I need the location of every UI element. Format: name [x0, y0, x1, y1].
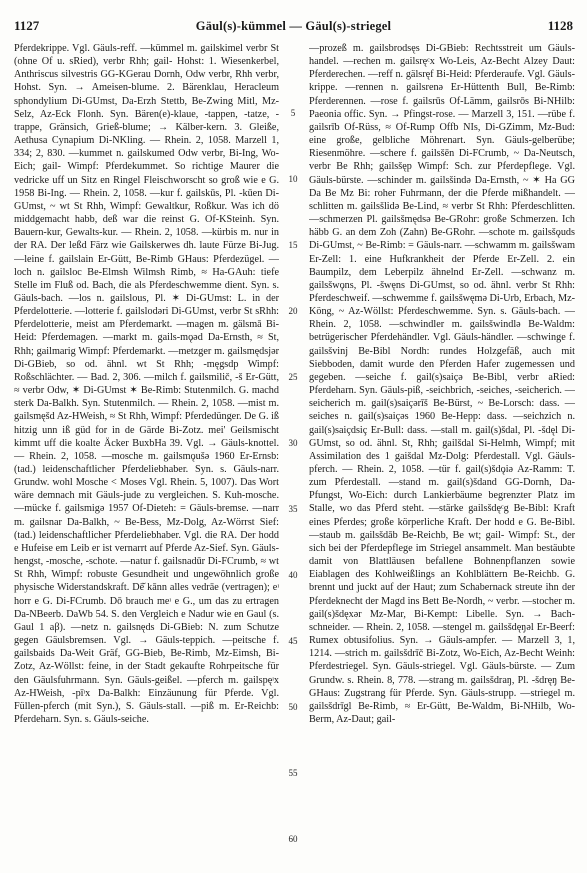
line-number: 50: [288, 702, 298, 712]
left-column: [14, 42, 279, 864]
right-column: [309, 42, 575, 864]
line-number: 15: [288, 240, 298, 250]
line-number-gutter: [283, 42, 303, 864]
line-number: 40: [288, 570, 298, 580]
left-column-text: Pferdekrippe. Vgl. Gäuls-reff. —kümmel m. gailskimel verbr St (ohne Of u. sRied), verbr Rhh; gail- Hohst: 1. Wiesenkerbel, Anthriscus silvestris GG-KGerau Dornh, Odw verbr, Rhh verbr, Hohst. Syn. → Ameisen-blume. 2. Bärenklau, Heracleum sphondylium Di-GUmst, Da-Erzh Stettb, Be-Zwing Mitl, Mz-Selz, Az-Eck Flonh. Syn. Bären(e)-klaue, -tappen, -tatze, -trappe, Gränsich, Grieß-blume; → Kälber-kern. 3. Gleiße, Aethusa Cynapium Di-NKling. — Rhein. 2, 1058. Marzell 1, 334; 2, 830. —kummet n. gailskumed Odw verbr, Bi-Ing, Wo-Eich; gail- Wimpf: Pferdekummet. So richtige Maurer die vedricke uff un Sitz en Ringel Fleischworscht so groß wie e G. 1958 Bi-Ing. — Rhein. 2, 1058. —kur f. gailskūs, Pl. -kūen Di-GUmst, ~ wt St Rhh, Wimpf: Gewaltkur, Roßkur. Was ich dö middgemacht habb, deß war die reinst G. Of-KSteinh. Syn. Bauern-kur, Gewalts-kur. — Rhein. 2, 1058. —kürbis m. nur in der RA. Der leßd Färz wie Gailskerwes dh. laute Fürze Bi-Jug. —leine f. gailslain Er-Gütt, Be-Rimb GHaus: Pferdezügel. —loch n. gailsloc Be-Elmsh Wilmsh Rimb, ≈ Ha-GAuh: tiefe Stelle im Fluß od. Bach, die als Pferdeschwemme dient. Syn. s. Gäuls-bach. —los n. gailslous, Pl. ✶ Di-GUmst: L. in der Pferdelotterie. —lotterie f. gailslodəri Di-GUmst, verbr St sRhh: Pferdelotterie, meist am Pferdemarkt. —magen m. gälsmā Bi-Heid: Pferdemagen. —markt m. gails-mǫəd Da-Ernsth, ≈ St, Rhh; gailmarig Wimpf: Pferdemarkt. —metzger m. gailsmędsjər Di-GBieb, so od. ähnl. wt St Rhh; -męgsdp Wimpf: Roßschlächter. — Bad. 2, 306. —milch f. gailsmilič, -š Er-Gütt, ≈ verbr Odw, ✶ Di-GUmst ✶ Be-Rimb: Stutenmilch. G. machd sterk Da-Balkh. Syn. Stutenmilch. — Rhein. 2, 1058. —mist m. gailsmęšd Az-HWeish, ≈ St Rhh, Wimpf: Pferdedünger. De G. iß hitzig unn iß güd for in de Gärde Bi-Zotz. mei' Geilsmischt kimmt uff die koalte Äcker BuxbHa 39. Vgl. → Gäuls-knottel. — Rhein. 2, 1058. —mosche m. gailsmǫušə 1960 Er-Ernsb: (tad.) leidenschaftlicher Pferdeliebhaber. Syn. s. Gäuls-narr. Grundw. wohl Mosche < Moses Vgl. Rhein. 5, 1007). Das Wort wäre demnach mit Gäuls-jude zu vergleichen. S. Kuh-mosche. —mücke f. gailsmigə 1957 Of-Dieteh: = Gäuls-bremse. —narr m. gailsnar Da-Balkh, ~ Be-Bess, Mz-Dolg, Az-Wörrst Sief: (tad.) leidenschaftlicher Pferdeliebhaber. Vgl. die RA. Der hodd e Hufeise em Leib er ist vernarrt auf Pferde Az-Sief. Syn. Gäuls-hengst, -mosche, -schote. —natur f. gailsnadūr Di-FCrumb, ≈ wt St Rhh, Wimpf: robuste Gesundheit und ungewöhnlich große physische Widerstandskraft. Dē̆ kānn alles vedrāe (vertragen); eᶦ horr e G. Di-FCrumb. Dō brauch meᶦ e G., um das zu ertragen Da-NBeerb. DaWb 54. S. den Vergleich e Nadur wie en Gaul (s. Gaul 1 aβ). —netz n. gailsnęds Di-GBieb: N. zum Schutze gegen Gäulsbremsen. Vgl. → Gäuls-teppich. —peitsche f. gailsbaids Da-Weit Gräf, GG-Bieb, Be-Rimb, Mz-Eimsh, Bi-Zotz, Az-Wöllst: feine, in der Stadt gekaufte Rohrpeitsche für den Gäulsfuhrmann. Syn. Gäuls-geißel. —pferch m. gailspęᶦx Az-HWeish, -pīᶦx Da-Balkh: Einzäunung für Pferde. Vgl. Füllen-pferch (mit Syn.), S. Gäuls-stall. —piß m. Er-Reichb: Pferdeharn. Syn. s. Gäuls-seiche.: [14, 43, 279, 725]
page-number-right: 1128: [547, 18, 573, 33]
line-number: 35: [288, 504, 298, 514]
page-header: [14, 12, 573, 34]
line-number: 45: [288, 636, 298, 646]
line-number: 25: [288, 372, 298, 382]
line-number: 30: [288, 438, 298, 448]
line-number: 20: [288, 306, 298, 316]
line-number: 5: [290, 108, 296, 118]
running-head: Gäul(s)-kümmel — Gäul(s)-striegel: [195, 19, 392, 33]
page-number-left: 1127: [14, 18, 40, 33]
line-number: 10: [288, 174, 298, 184]
line-number: 55: [288, 768, 298, 778]
line-number: 60: [288, 834, 298, 844]
right-column-text: —prozeß m. gailsbrodsęs Di-GBieb: Rechtsstreit um Gäuls-handel. —rechen m. gailsręᶜx Wo-Leis, Az-Becht Alzey Daut: Pferderechen. —reff n. gälsręf Bi-Heid: Pferderaufe. Vgl. Gäuls-krippe. —rennen n. gailsrenə Er-Hüttenth Bull, Be-Rimb: Pferderennen. —rose f. gailsrūs Of-Lämm, gailsrōs Bi-NHilb: Paeonia offic. Syn. → Pfingst-rose. — Marzell 3, 151. —rübe f. gailsrīb Of-Rüss, ≈ Of-Rump Offb NIs, Di-GZimm, Mz-Bud: eine große, gelbliche Möhrenart. Syn. Gäuls-gelberübe; Riesenmöhre. —schere f. gailsšēn Di-FCrumb, ~ Da-Neutsch, verbr Be Rhh; gailsšęp Wimpf: Sch. zur Pferdepflege. Vgl. Gäuls-bürste. —schinder m. gailsšində Da-Ernsth, ~ ✶ Ha GG Da Be Mz Bi: roher Fuhrmann, der die Pferde mißhandelt. —schlitten m. gailsšlidə Be-Lind, ≈ verbr St Rhh: Pferdeschlitten. —schmerzen Pl. gailsšmędsə Be-GRohr: große Schmerzen. Ich häbb G. an dem Zoh (Zahn) Be-GRohr. —schote m. gailsšǫuds Di-GUmst, ~ Be-Rimb: = Gäuls-narr. —schwamm m. gailsšwam Er-Zell: 1. eine Hufkrankheit der Pferde Er-Zell. 2. ein Baumpilz, dem Leberpilz ähnelnd Er-Zell. —schwanz m. gailsšwǫns, Pl. -šwęns Di-GUmst, so od. ähnl. verbr St Rhh: Pferdeschweif. —schwemme f. gailsšwęmə Di-Urb, Erbach, Mz-Köng, ~ Az-Wöllst: Pferdeschwemme. Syn. s. Gäuls-bach. — Rhein. 2, 1058. —schwindler m. gailsšwindlə Be-Waldm: betrügerischer Pferdehändler. Vgl. Gäuls-händler. —schwinge f. gailsšvinj Be-Bibl Nordh: rundes Holzgefäß, auch mit Siebboden, damit wurde den Pferden Hafer zugemessen und gegeben. —seiche f. gail(s)saiçə Be-Bibl, verbr aRied: Pferdeharn. Syn. Gäuls-piß, -seichbrich, -seiches, -seicherich. —seicherich m. gail(s)saiçərīš Be-Bürst, ~ Be-Lorsch: dass. —seiches n. gail(s)saiçəs 1960 Be-Hepp: dass. —seichzich n. gail(s)saiçdsiç Er-Bull: dass. —stall m. gail(s)šdal, Pl. -šdęl Di-GUmst, so od. ähnl. St, Rhh; gailšdal Si-Helmh, Wimpf; mit Assimilation des 1 gaišdal Mz-Dolg: Pferdestall. Vgl. Gäuls-pferch. — Rhein. 2, 1058. —tür f. gail(s)šdǫiə Az-Ramm: T. zum Pferdestall. —stand m. gail(s)šdand GG-Dornh, Da-Pfungst, Wo-Eich: durch Lankierbäume begrenzter Platz im Stalle, wo das Pferd steht. —stärke gailsšdęᶜg Be-Bibl: Kraft eines Pferdes; große körperliche Kraft. Der hodd e G. Be-Bibl. —staub m. gailsšdāb Be-Reichb, Be wt; gail- Wimpf: St., der sich bei der Pferdepflege im Striegel ansammelt. Man bestäubte damit von Blattläusen befallene Bohnenpflanzen sowie Eiablagen des Kohlweißlings an Kohlblättern Be-Reichb. G. brennt und juckt auf der Haut; zum Schabernack streute ihn der Pferdeknecht der Magd ins Bett Be-Nordh, ~ verbr. —stocher m. gail(s)šdęxər Mz-Mar, Bi-Kempt: Libelle. Syn. → Bach-schneider. — Rhein. 2, 1058. —stengel m. gailsšdęŋəl Er-Beerf: Rumex obtusifolius. Syn. → Gäuls-ampfer. — Marzell 3, 1, 1214. —strich m. gailsšdrīč Bi-Zotz, Wo-Eich, Az-Becht Weinh: Pferdestriegel. Syn. Gäuls-striegel. Vgl. Gäuls-bürste. — Zum Grundw. s. Rhein. 8, 778. —strang m. gailsšdraŋ, Pl. -šdręŋ Be-GHaus: Zugstrang für Pferde. Syn. Gäuls-strupp. —striegel m. gailsšdrīgl Be-Rimb, ≈ Er-Gütt, Be-Waldm, Bi-NHilb, Wo-Berm, Az-Daut; gail-: [309, 43, 575, 725]
